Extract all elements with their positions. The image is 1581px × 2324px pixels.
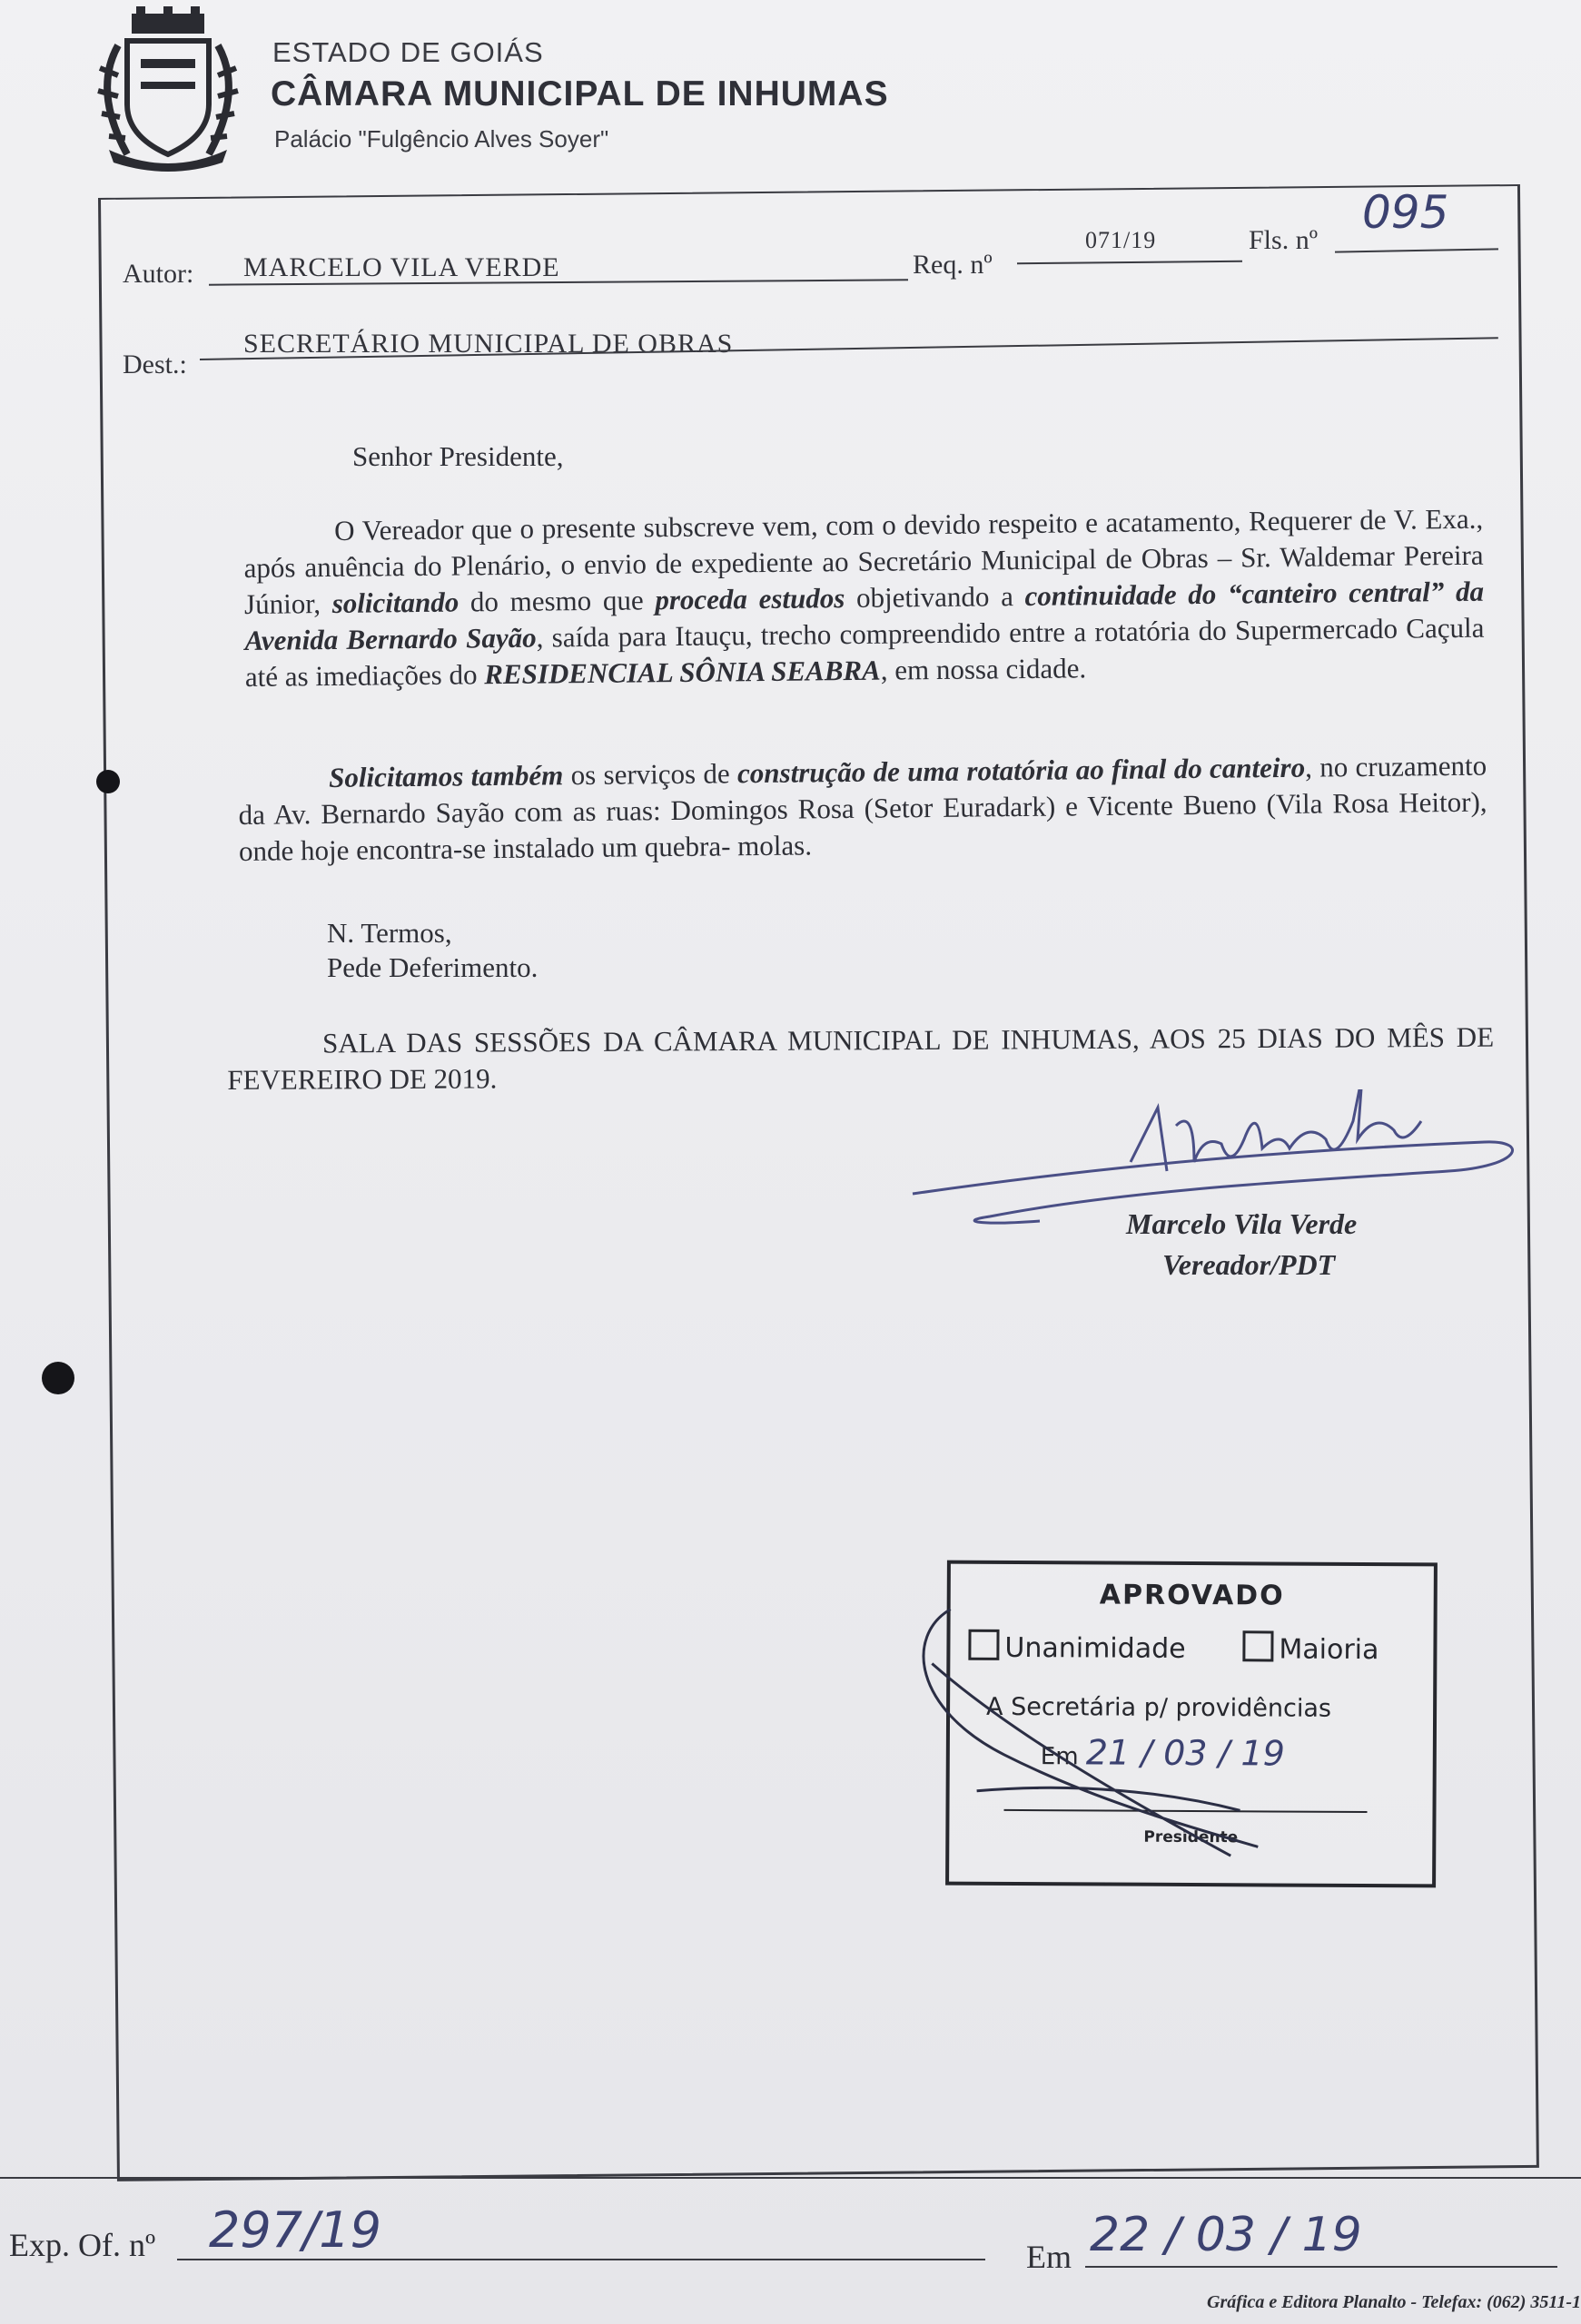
stamp-option-majority: Maioria — [1242, 1630, 1378, 1666]
paragraph-1: O Vereador que o presente subscreve vem, com o devido respeito e acatamento, Requerer de V. Exa., após anuência do Plenário, o envio de expediente ao Secretário Municipal de Obras – Sr. Waldemar Pereira Júnior, solicitando do mesmo que proceda estudos objetivando a continuidade do “canteiro central” da Avenida Bernardo Sayão, saída para Itauçu, trecho compreendido entre a rotatória do Supermercado Caçula até as imediações do RESIDENCIAL SÔNIA SEABRA, em nossa cidade. — [243, 502, 1485, 693]
dest-value: SECRETÁRIO MUNICIPAL DE OBRAS — [243, 329, 734, 359]
dest-label: Dest.: — [123, 350, 187, 379]
header-palace: Palácio "Fulgêncio Alves Soyer" — [274, 125, 609, 153]
fls-value: 095 — [1362, 186, 1449, 239]
em-label: Em — [1026, 2239, 1072, 2275]
stamp-date: Em 21 / 03 / 19 — [1040, 1732, 1285, 1774]
stamp-option-unanimity: Unanimidade — [968, 1630, 1185, 1665]
emphasis-proceda-estudos: proceda estudos — [655, 582, 845, 616]
author-label: Autor: — [123, 259, 194, 289]
emphasis-residencial: RESIDENCIAL SÔNIA SEABRA — [484, 654, 881, 691]
stamp-president-label: Presidente — [1143, 1827, 1239, 1847]
printer-credit: Gráfica e Editora Planalto - Telefax: (062) 3511-1 — [1207, 2292, 1581, 2312]
emphasis-rotatoria: construção de uma rotatória ao final do canteiro — [736, 751, 1306, 790]
em-value: 22 / 03 / 19 — [1090, 2208, 1362, 2262]
req-value: 071/19 — [1085, 227, 1157, 253]
paragraph-2: Solicitamos também os serviços de construção de uma rotatória ao final do canteiro, no cruzamento da Av. Bernardo Sayão com as ruas: Domingos Rosa (Setor Euradark) e Vicente Bueno (Vila Rosa Heitor), onde hoje encontra-se instalado um quebra- molas. — [238, 749, 1487, 867]
punch-hole-top — [96, 770, 120, 793]
municipal-crest-icon — [91, 5, 245, 177]
emphasis-solicitando: solicitando — [331, 586, 459, 619]
exp-value: 297/19 — [209, 2201, 381, 2259]
stamp-routing: A Secretária p/ providências — [986, 1692, 1332, 1723]
session-line: SALA DAS SESSÕES DA CÂMARA MUNICIPAL DE INHUMAS, AOS 25 DIAS DO MÊS DE FEVEREIRO DE 2019. — [227, 1020, 1495, 1096]
req-label: Req. nº — [913, 250, 993, 280]
exp-label: Exp. Of. nº — [9, 2227, 156, 2263]
header-state: ESTADO DE GOIÁS — [272, 36, 544, 68]
signatory-role: Vereador/PDT — [1162, 1248, 1336, 1281]
emphasis-canteiro-central: continuidade do “canteiro central” da Avenida Bernardo Sayão — [244, 575, 1485, 656]
em-underline — [1085, 2266, 1557, 2268]
signatory-name: Marcelo Vila Verde — [1126, 1207, 1358, 1240]
author-value: MARCELO VILA VERDE — [243, 252, 560, 282]
header-chamber: CÂMARA MUNICIPAL DE INHUMAS — [271, 74, 889, 113]
approval-stamp — [945, 1561, 1438, 1888]
emphasis-solicitamos: Solicitamos também — [329, 759, 564, 793]
fls-label: Fls. nº — [1249, 225, 1318, 255]
salutation: Senhor Presidente, — [352, 440, 564, 472]
closing-line-2: Pede Deferimento. — [327, 951, 539, 983]
stamp-title: APROVADO — [1099, 1579, 1285, 1612]
stamp-scribble-icon — [894, 1581, 1278, 1874]
closing-line-1: N. Termos, — [327, 917, 452, 949]
exp-underline — [177, 2259, 985, 2260]
punch-hole-bottom — [42, 1362, 74, 1394]
footer-separator — [0, 2177, 1581, 2179]
